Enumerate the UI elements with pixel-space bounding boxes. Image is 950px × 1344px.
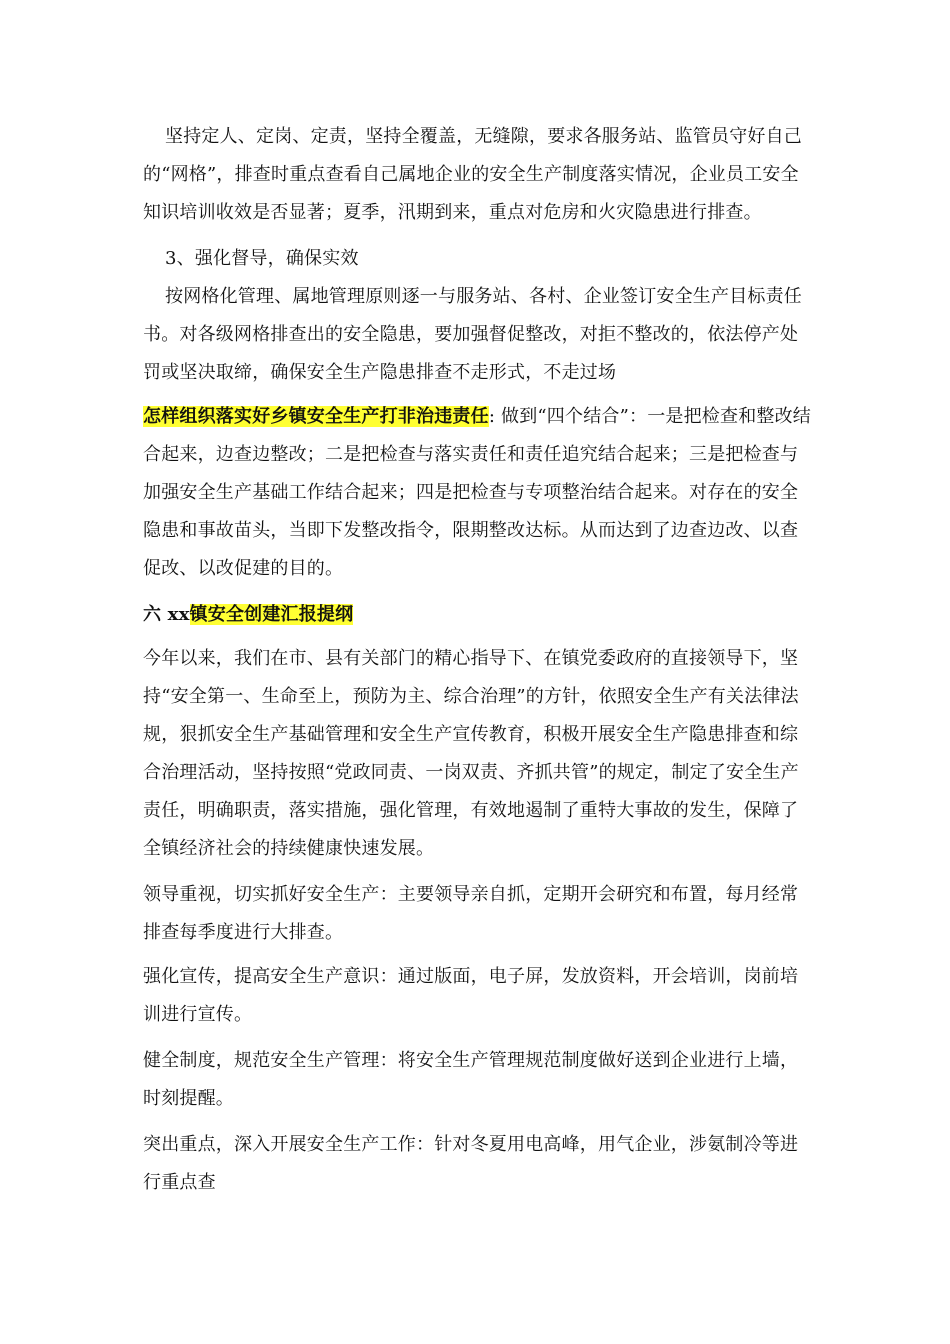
paragraph-text: 强化宣传，提高安全生产意识：通过版面，电子屏，发放资料，开会培训，岗前培训进行宣传。	[143, 966, 799, 1025]
subheading-supervision	[143, 240, 813, 278]
section-heading-text	[143, 596, 813, 634]
paragraph-annual-summary	[143, 640, 813, 868]
subheading-text: 3、强化督导，确保实效	[165, 248, 359, 269]
paragraph-text	[143, 398, 813, 588]
paragraph-text: 健全制度，规范安全生产管理：将安全生产管理规范制度做好送到企业进行上墙，时刻提醒。	[143, 1050, 799, 1109]
paragraph-system	[143, 1042, 813, 1118]
paragraph-text: 突出重点，深入开展安全生产工作：针对冬夏用电高峰，用气企业，涉氨制冷等进行重点查	[143, 1134, 799, 1193]
paragraph-leadership	[143, 876, 813, 952]
heading-highlight: 镇安全创建汇报提纲	[189, 604, 354, 625]
paragraph-text: 领导重视，切实抓好安全生产：主要领导亲自抓，定期开会研究和布置，每月经常排查每季度进行大排查。	[143, 884, 799, 943]
paragraph-publicity	[143, 958, 813, 1034]
highlighted-question: 怎样组织落实好乡镇安全生产打非治违责任	[143, 406, 489, 427]
paragraph-grid-duty	[143, 118, 813, 232]
section-heading-six	[143, 596, 813, 634]
paragraph-text: 今年以来，我们在市、县有关部门的精心指导下、在镇党委政府的直接领导下，坚持“安全第一、生命至上，预防为主、综合治理”的方针，依照安全生产有关法律法规，狠抓安全生产基础管理和安全生产宣传教育，积极开展安全生产隐患排查和综合治理活动，坚持按照“党政同责、一岗双责、齐抓共管”的规定，制定了安全生产责任，明确职责，落实措施，强化管理，有效地遏制了重特大事故的发生，保障了全镇经济社会的持续健康快速发展。	[143, 648, 799, 859]
paragraph-key-points	[143, 1126, 813, 1202]
paragraph-four-combinations	[143, 398, 813, 588]
paragraph-text: 按网格化管理、属地管理原则逐一与服务站、各村、企业签订安全生产目标责任书。对各级网格排查出的安全隐患，要加强督促整改，对拒不整改的，依法停产处罚或坚决取缔，确保安全生产隐患排查不走形式，不走过场	[143, 286, 802, 383]
paragraph-grid-management	[143, 278, 813, 392]
paragraph-text: 坚持定人、定岗、定责，坚持全覆盖，无缝隙，要求各服务站、监管员守好自己的“网格”，排查时重点查看自己属地企业的安全生产制度落实情况，企业员工安全知识培训收效是否显著；夏季，汛期到来，重点对危房和火灾隐患进行排查。	[143, 126, 802, 223]
heading-prefix: 六 xx	[143, 604, 190, 625]
answer-text: : 做到“四个结合”：一是把检查和整改结合起来，边查边整改；二是把检查与落实责任和责任追究结合起来；三是把检查与加强安全生产基础工作结合起来；四是把检查与专项整治结合起来。对存在的安全隐患和事故苗头，当即下发整改指令，限期整改达标。从而达到了边查边改、以查促改、以改促建的目的。	[143, 406, 812, 579]
